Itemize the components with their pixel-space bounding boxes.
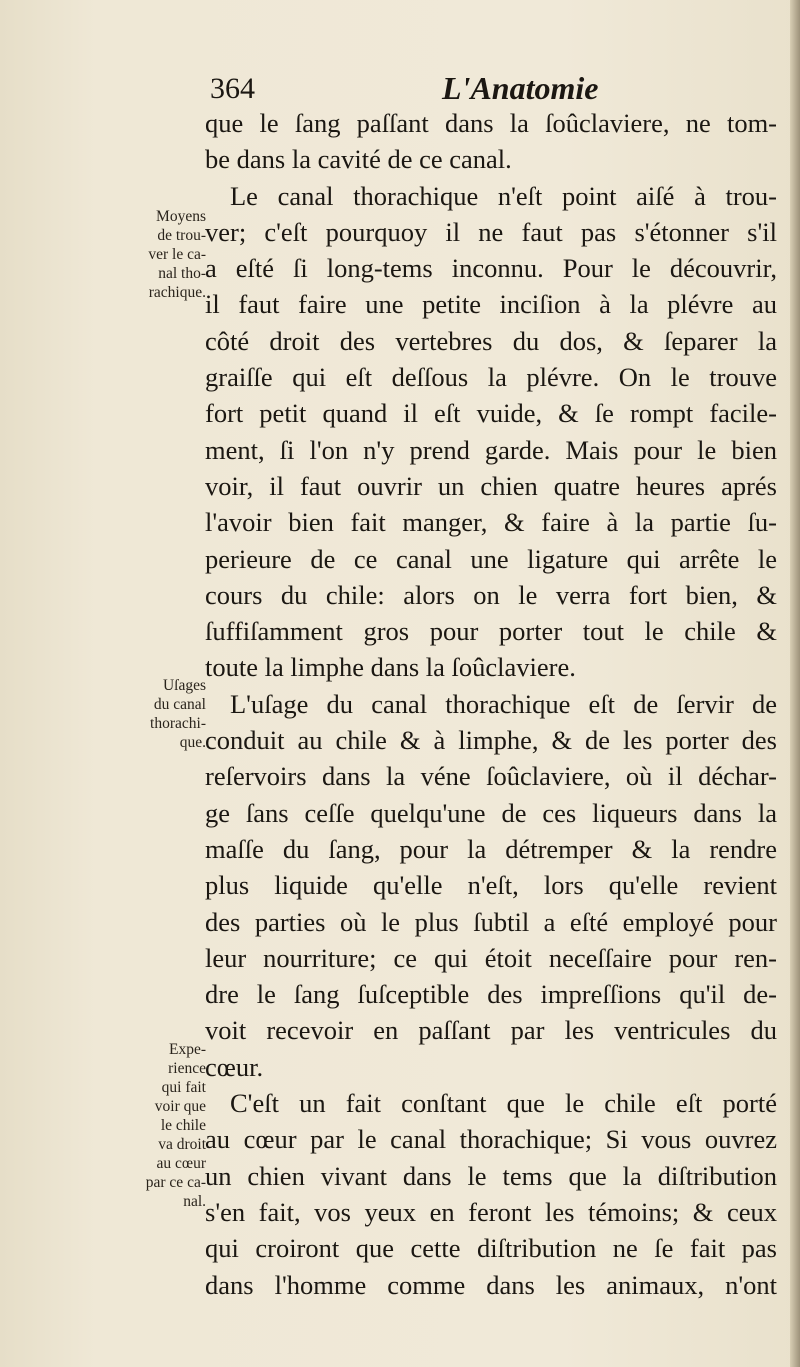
margin-note-line: rachique.: [148, 284, 206, 301]
margin-note-line: thorachi-: [150, 715, 206, 732]
text-line: il faut faire une petite inciſion à la plévre au: [205, 289, 777, 320]
body-text: [205, 105, 777, 1303]
text-line: un chien vivant dans le tems que la diſtribution: [205, 1160, 777, 1191]
text-line: L'uſage du canal thorachique eſt de ſervir de: [230, 688, 777, 719]
text-line: a eſté ſi long-tems inconnu. Pour le découvrir,: [205, 253, 777, 284]
page-edge: [790, 0, 800, 1367]
text-line: s'en fait, vos yeux en feront les témoins; & ceux: [205, 1196, 777, 1227]
margin-note-line: nal tho-: [158, 265, 206, 282]
text-line: ge ſans ceſſe quelqu'une de ces liqueurs dans la: [205, 797, 777, 828]
margin-note-line: va droit: [158, 1136, 206, 1153]
text-line: dre le ſang ſuſceptible des impreſſions qu'il de-: [205, 979, 777, 1010]
text-line: conduit au chile & à limphe, & de les porter des: [205, 725, 777, 756]
text-line: des parties où le plus ſubtil a eſté employé pour: [205, 906, 777, 937]
text-line: be dans la cavité de ce canal.: [205, 144, 512, 175]
text-line: graiſſe qui eſt deſſous la plévre. On le trouve: [205, 362, 777, 393]
text-line: voit recevoir en paſſant par les ventricules du: [205, 1015, 777, 1046]
text-line: toute la limphe dans la ſoûclaviere.: [205, 652, 576, 683]
running-head: L'Anatomie: [442, 70, 599, 106]
text-line: l'avoir bien fait manger, & faire à la partie ſu-: [205, 507, 777, 538]
text-line: maſſe du ſang, pour la détremper & la rendre: [205, 833, 777, 864]
text-line: cours du chile: alors on le verra fort bien, &: [205, 579, 777, 610]
text-line: dans l'homme comme dans les animaux, n'ont: [205, 1269, 777, 1300]
margin-note-line: nal.: [183, 1193, 206, 1210]
text-line: voir, il faut ouvrir un chien quatre heures aprés: [205, 470, 777, 501]
margin-note-line: au cœur: [156, 1155, 206, 1172]
text-line: côté droit des vertebres du dos, & ſeparer la: [205, 325, 777, 356]
margin-note-line: du canal: [153, 696, 206, 713]
text-line: fort petit quand il eſt vuide, & ſe rompt facile-: [205, 398, 777, 429]
text-line: qui croiront que cette diſtribution ne ſe fait pas: [205, 1233, 777, 1264]
margin-note-line: par ce ca-: [145, 1174, 206, 1191]
margin-note-line: rience: [168, 1060, 206, 1077]
margin-note-moyens: [100, 207, 208, 302]
margin-note-usages: [100, 676, 208, 752]
text-line: C'eſt un fait conſtant que le chile eſt porté: [230, 1088, 777, 1119]
page-number: 364: [210, 72, 255, 105]
margin-note-line: ver le ca-: [148, 246, 206, 263]
margin-note-line: Uſages: [162, 677, 206, 694]
text-line: reſervoirs dans la véne ſoûclaviere, où il déchar-: [205, 761, 777, 792]
margin-note-line: voir que: [154, 1098, 206, 1115]
margin-note-line: Moyens: [156, 208, 206, 225]
margin-note-line: que.: [179, 734, 206, 751]
margin-note-experience: [100, 1040, 208, 1211]
margin-note-line: le chile: [160, 1117, 206, 1134]
text-line: leur nourriture; ce qui étoit neceſſaire pour ren-: [205, 942, 777, 973]
text-line: ment, ſi l'on n'y prend garde. Mais pour le bien: [205, 434, 777, 465]
margin-note-line: de trou-: [157, 227, 206, 244]
text-line: au cœur par le canal thorachique; Si vous ouvrez: [205, 1124, 777, 1155]
text-line: ſuffiſamment gros pour porter tout le chile &: [205, 616, 777, 647]
text-line: cœur.: [205, 1051, 264, 1082]
margin-note-line: qui fait: [161, 1079, 206, 1096]
text-line: Le canal thorachique n'eſt point aiſé à trou-: [230, 180, 777, 211]
text-line: plus liquide qu'elle n'eſt, lors qu'elle revient: [205, 870, 777, 901]
text-line: que le ſang paſſant dans la ſoûclaviere, ne tom-: [205, 108, 777, 138]
text-line: perieure de ce canal une ligature qui arrête le: [205, 543, 777, 574]
margin-note-line: Expe-: [168, 1041, 206, 1058]
text-line: ver; c'eſt pourquoy il ne faut pas s'étonner s'il: [205, 216, 777, 247]
